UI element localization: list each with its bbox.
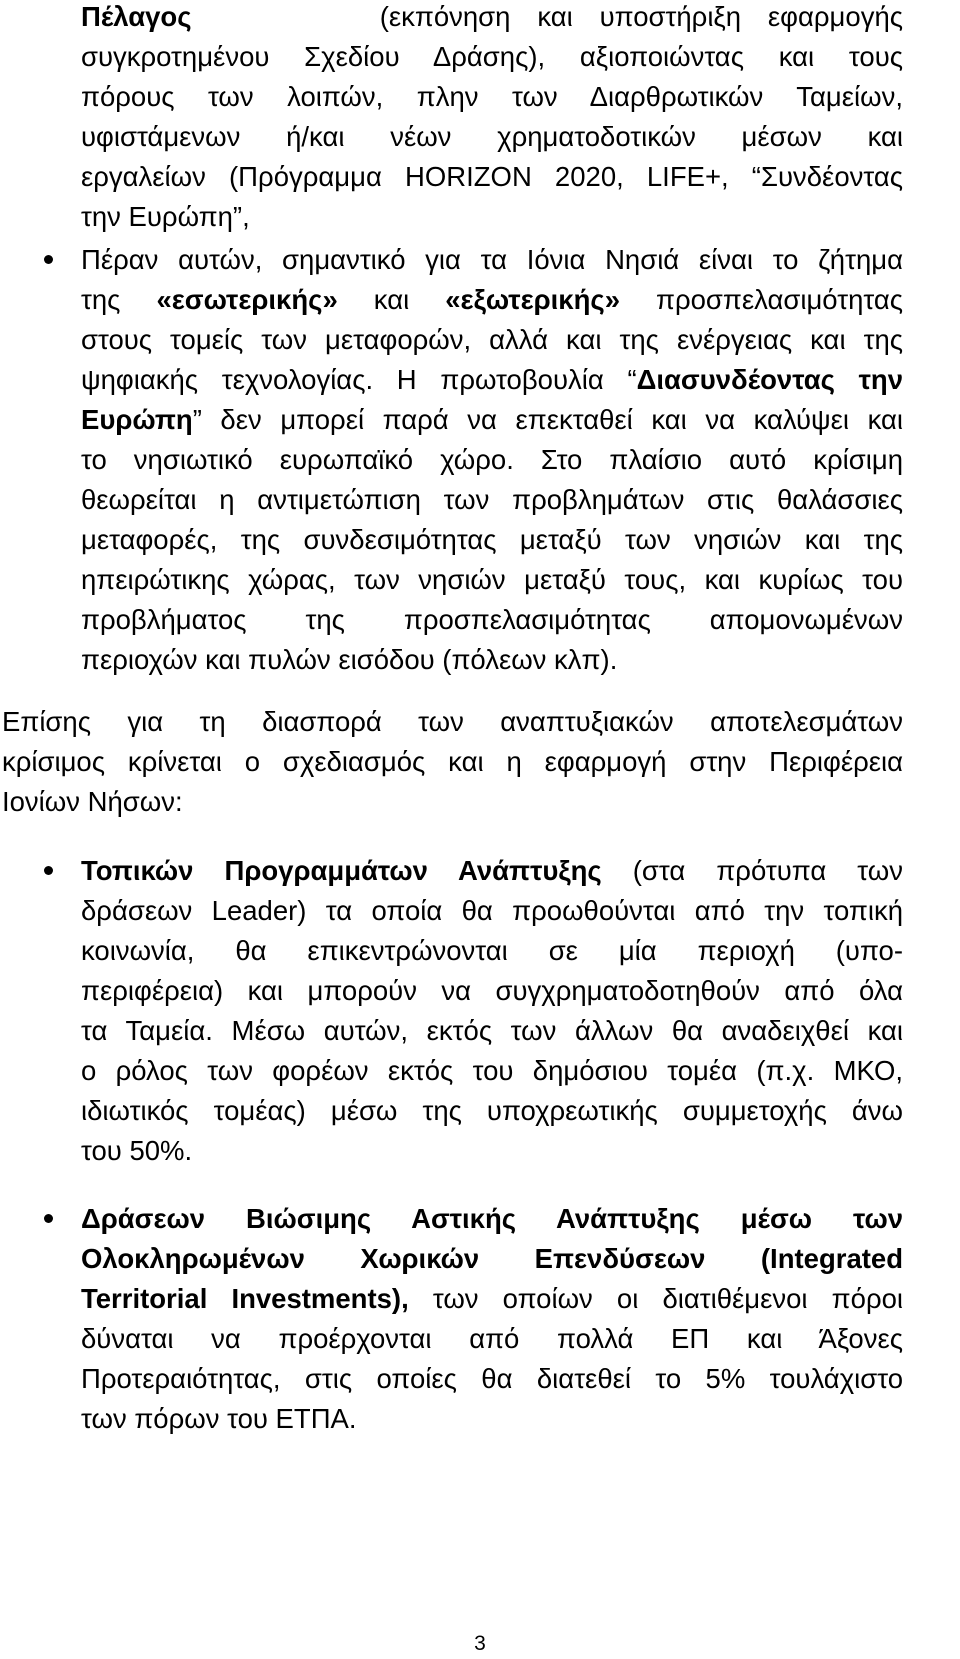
- text-line: προβλήματος της προσπελασιμότητας απομονωμένων: [81, 604, 903, 635]
- text-line: τα Ταμεία. Μέσω αυτών, εκτός των άλλων θα αναδειχθεί και: [81, 1015, 903, 1046]
- text-line: Προτεραιότητας, στις οποίες θα διατεθεί το 5% τουλάχιστο: [81, 1363, 903, 1394]
- text-line: θεωρείται η αντιμετώπιση των προβλημάτων στις θαλάσσιες: [81, 484, 903, 515]
- text-line: των πόρων του ΕΤΠΑ.: [81, 1403, 357, 1434]
- text-line: [81, 1279, 903, 1319]
- text-line: [81, 400, 903, 440]
- text-line: πόρους των λοιπών, πλην των Διαρθρωτικών Ταμείων,: [81, 81, 903, 112]
- text-line: ιδιωτικός τομέας) μέσω της υποχρεωτικής συμμετοχής άνω: [81, 1095, 903, 1126]
- text-segment: ” δεν μπορεί παρά να επεκταθεί και να καλύψει και: [192, 404, 903, 435]
- bold-term: Ευρώπη: [81, 404, 193, 435]
- bold-term: Διασυνδέοντας την: [636, 364, 903, 395]
- text-segment: ψηφιακής τεχνολογίας. Η πρωτοβουλία “: [81, 364, 637, 395]
- text-segment: (στα πρότυπα των: [601, 855, 903, 886]
- text-line: δράσεων Leader) τα οποία θα προωθούνται από την τοπική: [81, 895, 903, 926]
- text-line: [81, 360, 903, 400]
- text-line: δύναται να προέρχονται από πολλά ΕΠ και Άξονες: [81, 1323, 903, 1354]
- text-segment: των οποίων οι διατιθέμενοι πόροι: [408, 1283, 903, 1314]
- bullet-icon: [44, 255, 53, 264]
- text-line: την Ευρώπη”,: [81, 201, 250, 232]
- bullet-icon: [44, 1214, 53, 1223]
- text-line: υφιστάμενων ή/και νέων χρηματοδοτικών μέσων και: [81, 121, 903, 152]
- text-line: περιοχών και πυλών εισόδου (πόλεων κλπ).: [81, 644, 618, 675]
- text-line: Δράσεων Βιώσιμης Αστικής Ανάπτυξης μέσω των: [81, 1203, 903, 1234]
- text-segment: και: [337, 284, 446, 315]
- text-line: [81, 280, 903, 320]
- text-segment: προσπελασιμότητας: [620, 284, 903, 315]
- text-line: Ιονίων Νήσων:: [2, 786, 183, 817]
- bold-term: «εξωτερικής»: [445, 284, 620, 315]
- text-line: ηπειρώτικης χώρας, των νησιών μεταξύ τους, και κυρίως του: [81, 564, 903, 595]
- text-line: το νησιωτικό ευρωπαϊκό χώρο. Στο πλαίσιο αυτό κρίσιμη: [81, 444, 903, 475]
- text-line: συγκροτημένου Σχεδίου Δράσης), αξιοποιώντας και τους: [81, 41, 903, 72]
- text-line: στους τομείς των μεταφορών, αλλά και της ενέργειας και της: [81, 324, 903, 355]
- bold-term: «εσωτερικής»: [156, 284, 338, 315]
- text-line: Επίσης για τη διασπορά των αναπτυξιακών αποτελεσμάτων: [2, 706, 903, 737]
- bold-term: Πέλαγος: [81, 1, 192, 32]
- text-line: μεταφορές, της συνδεσιμότητας μεταξύ των νησιών και της: [81, 524, 903, 555]
- text-line: κοινωνία, θα επικεντρώνονται σε μία περιοχή (υπο-: [81, 935, 903, 966]
- bullet-icon: [44, 866, 53, 875]
- text-line: κρίσιμος κρίνεται ο σχεδιασμός και η εφαρμογή στην Περιφέρεια: [2, 746, 903, 777]
- page-number: 3: [474, 1632, 486, 1655]
- text-line: περιφέρεια) και μπορούν να συγχρηματοδοτηθούν από όλα: [81, 975, 903, 1006]
- text-line: Ολοκληρωμένων Χωρικών Επενδύσεων (Integrated: [81, 1243, 903, 1274]
- text-segment: (εκπόνηση και υποστήριξη εφαρμογής: [379, 1, 903, 32]
- text-segment: [192, 1, 380, 32]
- bold-term: Τοπικών Προγραμμάτων Ανάπτυξης: [81, 855, 602, 886]
- text-line: Πέραν αυτών, σημαντικό για τα Ιόνια Νησιά είναι το ζήτημα: [81, 244, 903, 275]
- text-line: ο ρόλος των φορέων εκτός του δημόσιου τομέα (π.χ. ΜΚΟ,: [81, 1055, 903, 1086]
- text-line: εργαλείων (Πρόγραμμα HORIZON 2020, LIFE+, “Συνδέοντας: [81, 161, 903, 192]
- bold-term: Territorial Investments),: [81, 1283, 409, 1314]
- text-segment: της: [81, 284, 157, 315]
- text-line: [81, 0, 903, 37]
- text-line: [81, 851, 903, 891]
- text-line: του 50%.: [81, 1135, 193, 1166]
